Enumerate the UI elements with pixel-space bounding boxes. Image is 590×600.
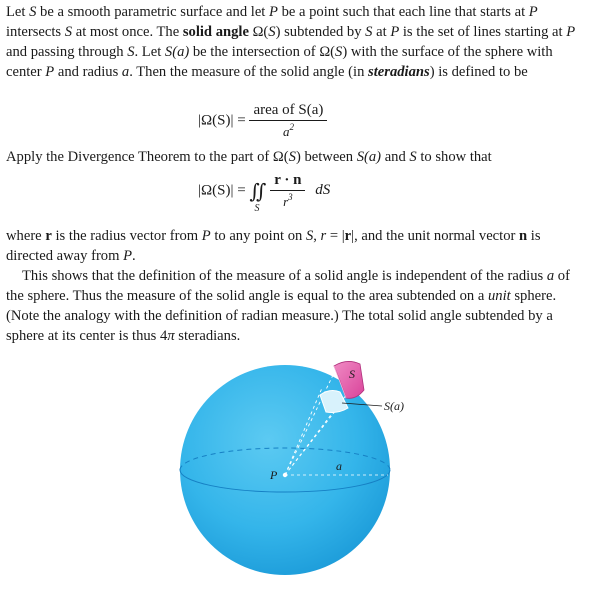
text: . xyxy=(132,248,136,264)
text: ) with the surface of the sphere with center xyxy=(6,44,553,80)
integral-subscript: S xyxy=(254,202,260,214)
text: to show that xyxy=(416,149,492,165)
text: be a smooth parametric surface and let xyxy=(36,4,269,20)
var-S: S xyxy=(305,228,314,244)
text: and xyxy=(381,149,410,165)
text: ) subtended by xyxy=(275,24,366,40)
text: Ω( xyxy=(248,24,269,40)
text: and passing through xyxy=(6,44,128,60)
text: . Then the measure of the solid angle (in xyxy=(129,64,369,80)
text: is directed away from xyxy=(6,228,541,264)
paragraph-where xyxy=(6,226,584,266)
var-a: a xyxy=(546,268,555,284)
var-P: P xyxy=(566,24,576,40)
text: at xyxy=(372,24,391,40)
exponent: 3 xyxy=(288,192,293,202)
text: Let xyxy=(6,4,30,20)
fraction-numerator: area of S(a) xyxy=(249,102,327,121)
text: |, and the unit normal vector xyxy=(351,228,520,244)
var-pi: π xyxy=(167,328,175,344)
text: at most once. The xyxy=(72,24,183,40)
double-integral-sign: ∬ S xyxy=(249,180,267,214)
var-Sa: S(a) xyxy=(164,44,190,60)
surface-element: dS xyxy=(315,182,331,199)
var-P: P xyxy=(201,228,211,244)
text: = | xyxy=(326,228,345,244)
text: Apply the Divergence Theorem to the part of Ω( xyxy=(6,149,289,165)
fraction xyxy=(270,172,305,210)
fraction xyxy=(249,102,327,140)
text: where xyxy=(6,228,46,244)
var-P: P xyxy=(528,4,538,20)
var-S: S xyxy=(409,149,417,165)
exponent: 2 xyxy=(289,122,294,132)
var-P: P xyxy=(390,24,400,40)
text: , xyxy=(313,228,321,244)
text: intersects xyxy=(6,24,65,40)
fraction-denominator: $r^3$ xyxy=(283,192,293,209)
var-P: P xyxy=(269,4,278,20)
label-S: S xyxy=(349,367,355,381)
equation-solid-angle-definition xyxy=(198,102,327,140)
equation-lhs: |Ω(S)| = xyxy=(198,112,246,129)
text: steradians. xyxy=(174,328,241,344)
text: . Let xyxy=(134,44,165,60)
var-P: P xyxy=(123,248,133,264)
var-S: S xyxy=(288,149,296,165)
var-S: S xyxy=(365,24,373,40)
var-r: r xyxy=(320,228,327,244)
text: be the intersection of Ω( xyxy=(189,44,336,60)
sphere-solid-angle-figure xyxy=(0,350,590,600)
var-S: S xyxy=(335,44,343,60)
fraction-numerator: r · n xyxy=(270,172,305,191)
paragraph-definition xyxy=(6,2,584,82)
text: is the set of lines starting at xyxy=(399,24,567,40)
equation-surface-integral xyxy=(198,172,331,214)
var-S: S xyxy=(29,4,37,20)
var-S: S xyxy=(268,24,276,40)
text: ) is defined to be xyxy=(429,64,528,80)
text: of the sphere. Thus the measure of the solid angle is equal to the area subtended on a xyxy=(6,268,570,304)
var-S: S xyxy=(64,24,73,40)
label-a: a xyxy=(336,459,342,473)
sphere xyxy=(180,365,390,575)
equation-lhs: |Ω(S)| = xyxy=(198,182,246,199)
var-r-vector: r xyxy=(344,228,352,244)
term-steradians: steradians xyxy=(368,64,430,80)
text: and radius xyxy=(54,64,122,80)
var-P: P xyxy=(45,64,55,80)
text: is the radius vector from xyxy=(51,228,202,244)
var-a: a xyxy=(121,64,130,80)
text: sphere. (Note the analogy with the definition of radian measure.) The total solid angle subtended by a sphere at its center is thus 4 xyxy=(6,288,557,344)
text: ) between xyxy=(295,149,357,165)
paragraph-divergence xyxy=(6,147,584,167)
text: be a point such that each line that starts at xyxy=(277,4,529,20)
point-P xyxy=(283,473,287,477)
var-Sa: S(a) xyxy=(356,149,382,165)
paragraph-conclusion xyxy=(6,266,584,346)
var-S: S xyxy=(127,44,135,60)
label-Sa: S(a) xyxy=(384,399,404,413)
var-r-vector: r xyxy=(45,228,52,244)
text: This shows that the definition of the measure of a solid angle is independent of the radius xyxy=(22,268,547,284)
var-n-vector: n xyxy=(519,228,528,244)
term-unit: unit xyxy=(488,288,511,304)
fraction-denominator: $a^2$ xyxy=(282,122,294,139)
term-solid-angle: solid angle xyxy=(182,24,249,40)
label-P: P xyxy=(270,468,278,482)
text: to any point on xyxy=(210,228,306,244)
